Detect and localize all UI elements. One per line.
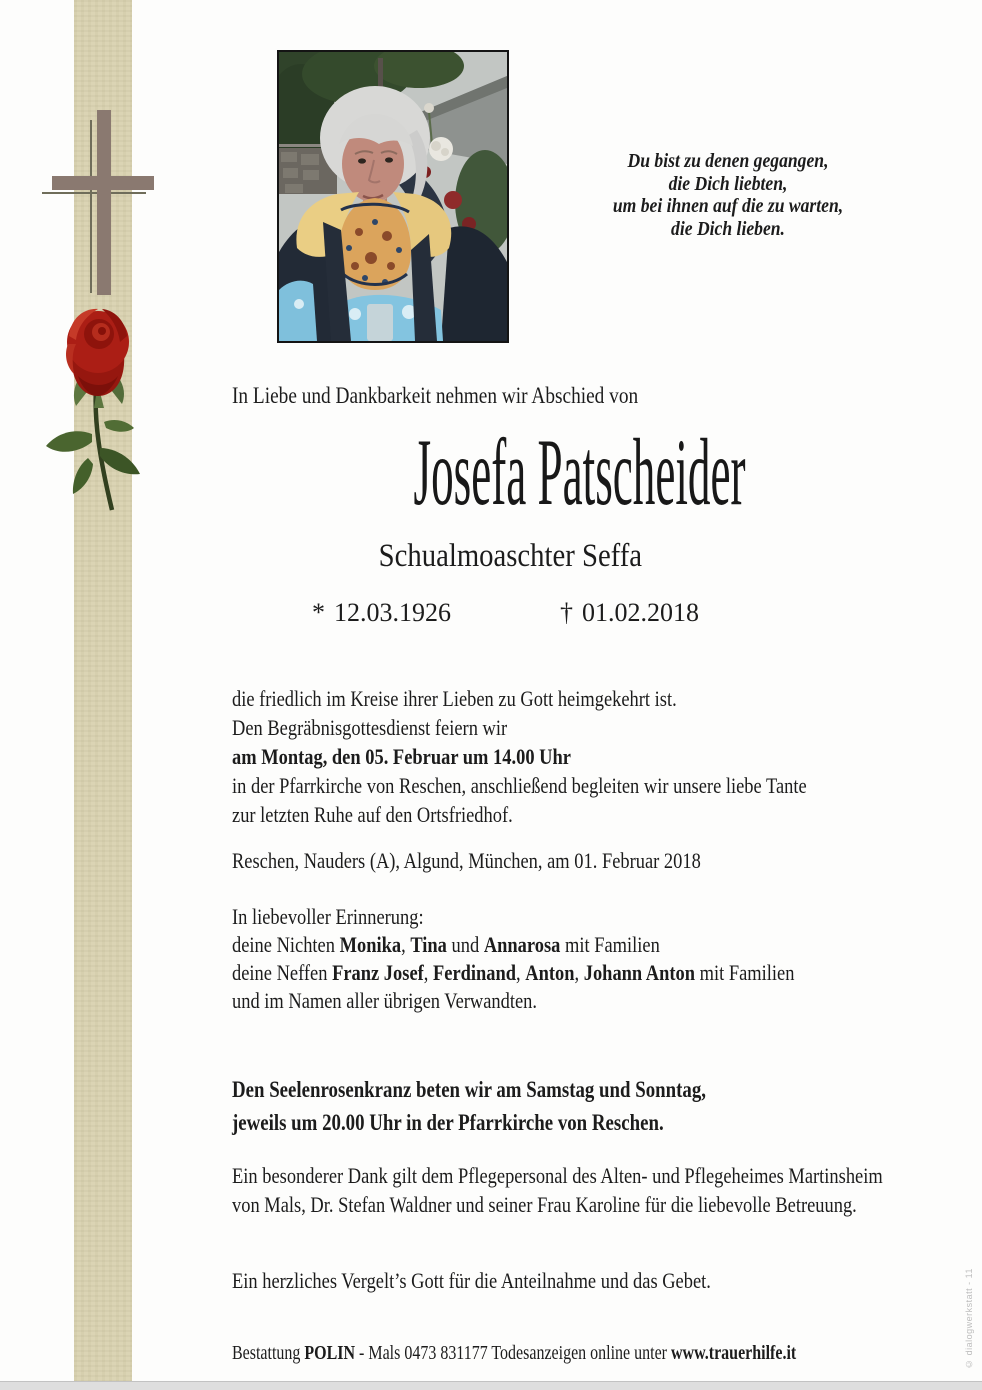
niece-name: Monika — [339, 932, 402, 957]
birth-date: 12.03.1926 — [334, 598, 451, 627]
places-date-line: Reschen, Nauders (A), Algund, München, am 01. Februar 2018 — [232, 848, 701, 873]
printer-watermark: © dialogwerkstatt - 11 — [964, 1268, 974, 1369]
niece-name: Annarosa — [483, 932, 561, 957]
funeral-datetime-line: am Montag, den 05. Februar um 14.00 Uhr — [232, 744, 571, 769]
text-segment: , — [401, 932, 411, 957]
birth-date-group — [312, 598, 451, 628]
text-segment: Bestattung — [232, 1342, 305, 1364]
rosary-line: Den Seelenrosenkranz beten wir am Samstag und Sonntag, — [232, 1077, 706, 1102]
announcement-line: in der Pfarrkirche von Reschen, anschließend begleiten wir unsere liebe Tante — [232, 773, 807, 798]
portrait-photo-art — [279, 52, 507, 341]
text-segment: deine Neffen — [232, 960, 333, 985]
text-segment: , — [423, 960, 434, 985]
poem-line: Du bist zu denen gegangen, — [627, 150, 829, 172]
remembrance-closing: und im Namen aller übrigen Verwandten. — [232, 988, 538, 1013]
funeral-announcement — [232, 684, 807, 829]
funeral-home-brand: POLIN — [304, 1342, 356, 1364]
memorial-poem — [559, 150, 897, 240]
birth-star-symbol: * — [312, 598, 325, 627]
cross-vertical-bar — [97, 110, 111, 295]
death-cross-symbol: † — [560, 598, 573, 627]
cross-horizontal-bar — [52, 176, 154, 190]
announcement-line: die friedlich im Kreise ihrer Lieben zu Gott heimgekehrt ist. — [232, 686, 677, 711]
announcement-line: zur letzten Ruhe auf den Ortsfriedhof. — [232, 802, 513, 827]
text-segment: , — [516, 960, 526, 985]
deceased-nickname-wrap — [230, 538, 790, 574]
remembrance-nieces-line — [232, 931, 794, 959]
remembrance-nephews-line — [232, 959, 794, 987]
gratitude-line: Ein herzliches Vergelt’s Gott für die Anteilnahme und das Gebet. — [232, 1268, 711, 1293]
rosary-notice — [232, 1073, 706, 1139]
rose-icon — [38, 292, 162, 517]
portrait-photo — [277, 50, 509, 343]
poem-line: um bei ihnen auf die zu warten, — [612, 195, 844, 217]
cross-thin-horizontal-line — [42, 192, 146, 194]
thanks-paragraph — [232, 1161, 883, 1219]
death-date-group — [560, 598, 699, 628]
deceased-name-wrap — [230, 419, 790, 525]
cross-thin-vertical-line — [90, 120, 92, 293]
thanks-line: von Mals, Dr. Stefan Waldner und seiner Frau Karoline für die liebevolle Betreuung. — [232, 1192, 857, 1217]
nephew-name: Johann Anton — [583, 960, 696, 985]
poem-line: die Dich liebten, — [668, 172, 788, 195]
nephew-name: Anton — [525, 960, 575, 985]
remembrance-section — [232, 903, 794, 1015]
text-segment: - Mals 0473 831177 Todesanzeigen online unter — [355, 1342, 672, 1364]
remembrance-heading: In liebevoller Erinnerung: — [232, 904, 424, 929]
farewell-intro: In Liebe und Dankbarkeit nehmen wir Abschied von — [232, 383, 639, 408]
scan-edge — [0, 1381, 982, 1390]
thanks-line: Ein besonderer Dank gilt dem Pflegepersonal des Alten- und Pflegeheimes Martinsheim — [232, 1163, 883, 1188]
text-segment: , — [574, 960, 584, 985]
deceased-name: Josefa Patscheider — [413, 419, 746, 525]
nephew-name: Franz Josef — [332, 960, 424, 985]
death-date: 01.02.2018 — [582, 598, 699, 627]
text-segment: mit Familien — [560, 932, 660, 957]
rosary-line: jeweils um 20.00 Uhr in der Pfarrkirche von Reschen. — [232, 1110, 664, 1135]
niece-name: Tina — [410, 932, 447, 957]
poem-line: die Dich lieben. — [671, 217, 785, 240]
obituary-website: www.trauerhilfe.it — [671, 1342, 797, 1364]
nephew-name: Ferdinand — [433, 960, 517, 985]
text-segment: und — [446, 932, 484, 957]
funeral-home-line — [232, 1341, 796, 1365]
announcement-line: Den Begräbnisgottesdienst feiern wir — [232, 715, 508, 740]
text-segment: mit Familien — [695, 960, 795, 985]
deceased-nickname: Schualmoaschter Seffa — [378, 538, 642, 574]
text-segment: deine Nichten — [232, 932, 340, 957]
